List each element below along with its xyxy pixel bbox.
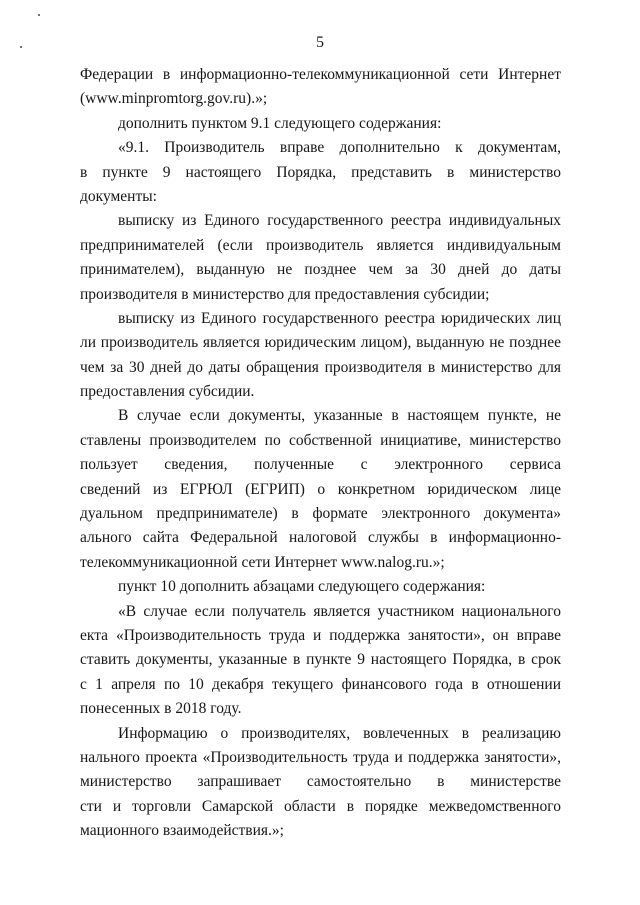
document-body [80, 63, 561, 844]
text-line: выписку из Единого государственного реестра индивидуальных [118, 212, 561, 230]
text-line: принимателем), выданную не позднее чем за 30 дней до даты [80, 261, 561, 279]
text-line: ального сайта Федеральной налоговой службы в информационно- [80, 529, 561, 547]
text-line: дополнить пунктом 9.1 следующего содержания: [118, 114, 442, 132]
text-line: в пункте 9 настоящего Порядка, представить в министерство [80, 163, 561, 181]
text-line: ли производитель является юридическим лицом), выданную не позднее [80, 334, 561, 352]
text-line: предпринимателей (если производитель является индивидуальным [80, 236, 561, 254]
text-line: понесенных в 2018 году. [80, 700, 242, 718]
text-line: телекоммуникационной сети Интернет www.nalog.ru.»; [80, 553, 445, 571]
text-line: чем за 30 дней до даты обращения производителя в министерство для [80, 358, 561, 376]
text-line: (www.minpromtorg.gov.ru).»; [80, 90, 268, 108]
text-line: предоставления субсидии. [80, 383, 255, 401]
text-line: В случае если документы, указанные в настоящем пункте, не [118, 407, 561, 425]
text-line: пункт 10 дополнить абзацами следующего содержания: [118, 578, 486, 596]
text-line: ставлены производителем по собственной инициативе, министерство [80, 431, 561, 449]
text-line: сведений из ЕГРЮЛ (ЕГРИП) о конкретном юридическом лице [80, 480, 561, 498]
text-line: «В случае если получатель является участником национального [118, 602, 561, 620]
text-line: Федерации в информационно-телекоммуникационной сети Интернет [80, 66, 561, 83]
scan-speck [38, 14, 40, 16]
text-line: министерство запрашивает самостоятельно в министерстве [80, 773, 561, 791]
text-line: пользует сведения, полученные с электронного сервиса [80, 456, 561, 474]
text-line: мационного взаимодействия.»; [80, 822, 284, 840]
text-line: выписку из Единого государственного реестра юридических лиц [118, 309, 561, 327]
text-line: екта «Производительность труда и поддержка занятости», он вправе [80, 626, 561, 644]
text-line: документы: [80, 187, 157, 205]
text-line: ставить документы, указанные в пункте 9 настоящего Порядка, в срок [80, 651, 561, 669]
text-line: Информацию о производителях, вовлеченных в реализацию [118, 724, 561, 742]
page-number: 5 [316, 34, 324, 51]
text-line: сти и торговли Самарской области в порядке межведомственного [80, 797, 561, 815]
text-line: нального проекта «Производительность труда и поддержка занятости», [80, 748, 561, 766]
text-line: с 1 апреля по 10 декабря текущего финансового года в отношении [80, 675, 561, 693]
text-line: дуальном предпринимателе) в формате электронного документа» [80, 505, 561, 523]
text-line: «9.1. Производитель вправе дополнительно к документам, [118, 139, 561, 157]
text-line: производителя в министерство для предоставления субсидии; [80, 285, 490, 303]
